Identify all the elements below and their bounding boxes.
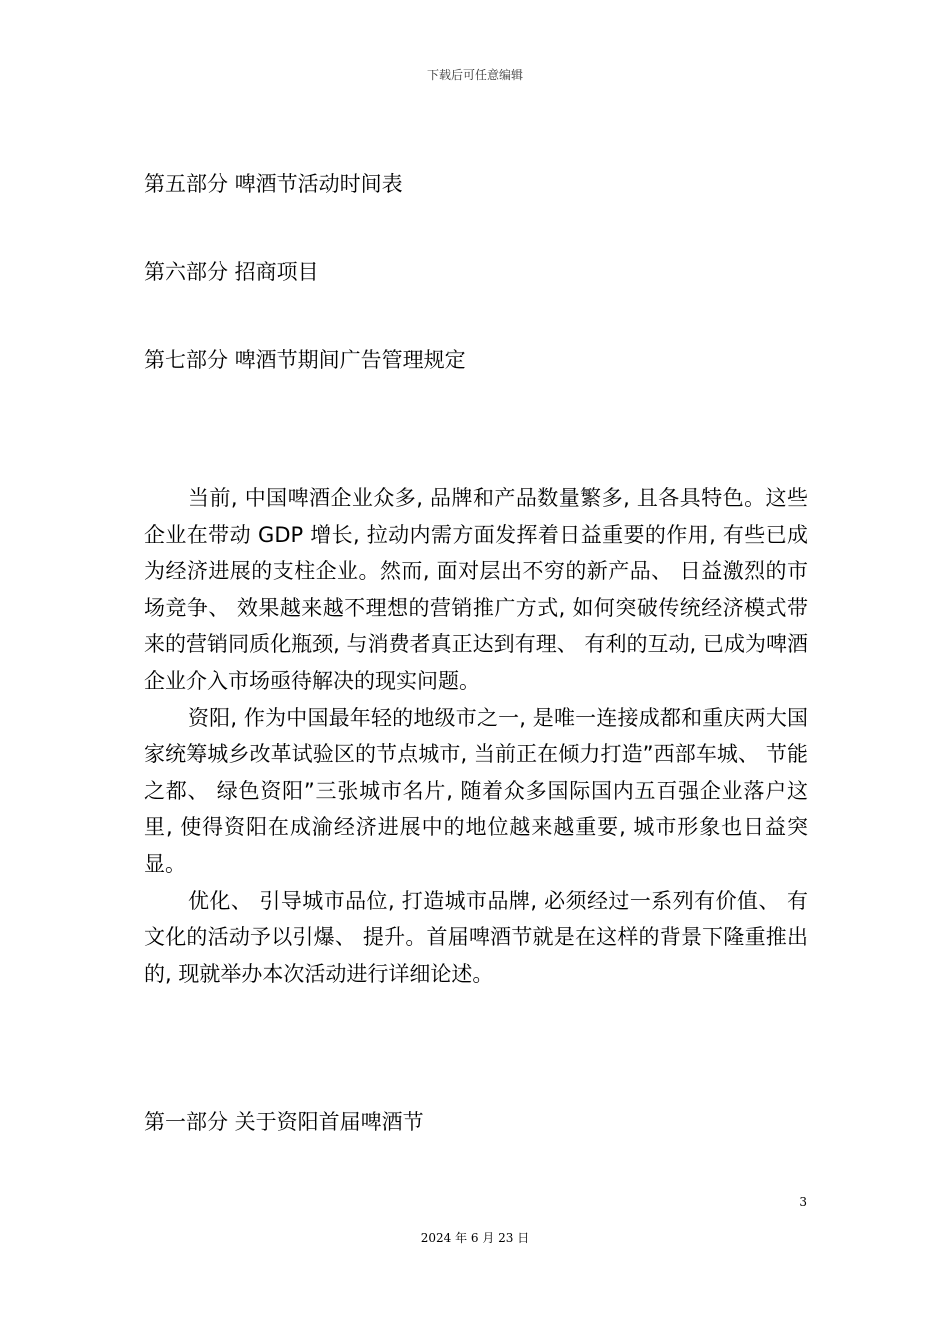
body-text	[144, 480, 808, 992]
heading-part-five: 第五部分 啤酒节活动时间表	[144, 172, 403, 196]
page-number: 3	[799, 1195, 807, 1209]
paragraph-ziyang-city: 资阳, 作为中国最年轻的地级市之一, 是唯一连接成都和重庆两大国家统筹城乡改革试验区的节点城市, 当前正在倾力打造”西部车城、 节能之都、 绿色资阳”三张城市名片, 随着众多国际国内五百强企业落户这里, 使得资阳在成渝经济进展中的地位越来越重要, 城市形象也日益突显。	[144, 705, 808, 876]
footer-date: 2024 年 6 月 23 日	[420, 1231, 530, 1245]
paragraph-beer-industry: 当前, 中国啤酒企业众多, 品牌和产品数量繁多, 且各具特色。这些企业在带动 GDP 增长, 拉动内需方面发挥着日益重要的作用, 有些已成为经济进展的支柱企业。然而, 面对层出不穷的新产品、 日益激烈的市场竞争、 效果越来越不理想的营销推广方式, 如何突破传统经济模式带来的营销同质化瓶颈, 与消费者真正达到有理、 有利的互动, 已成为啤酒企业介入市场亟待解决的现实问题。	[144, 486, 808, 693]
heading-part-one: 第一部分 关于资阳首届啤酒节	[144, 1110, 424, 1134]
header-note: 下载后可任意编辑	[426, 68, 523, 82]
heading-part-six: 第六部分 招商项目	[144, 260, 319, 284]
heading-part-seven: 第七部分 啤酒节期间广告管理规定	[144, 348, 466, 372]
paragraph-festival-purpose: 优化、 引导城市品位, 打造城市品牌, 必须经过一系列有价值、 有文化的活动予以引爆、 提升。首届啤酒节就是在这样的背景下隆重推出的, 现就举办本次活动进行详细论述。	[144, 888, 808, 986]
